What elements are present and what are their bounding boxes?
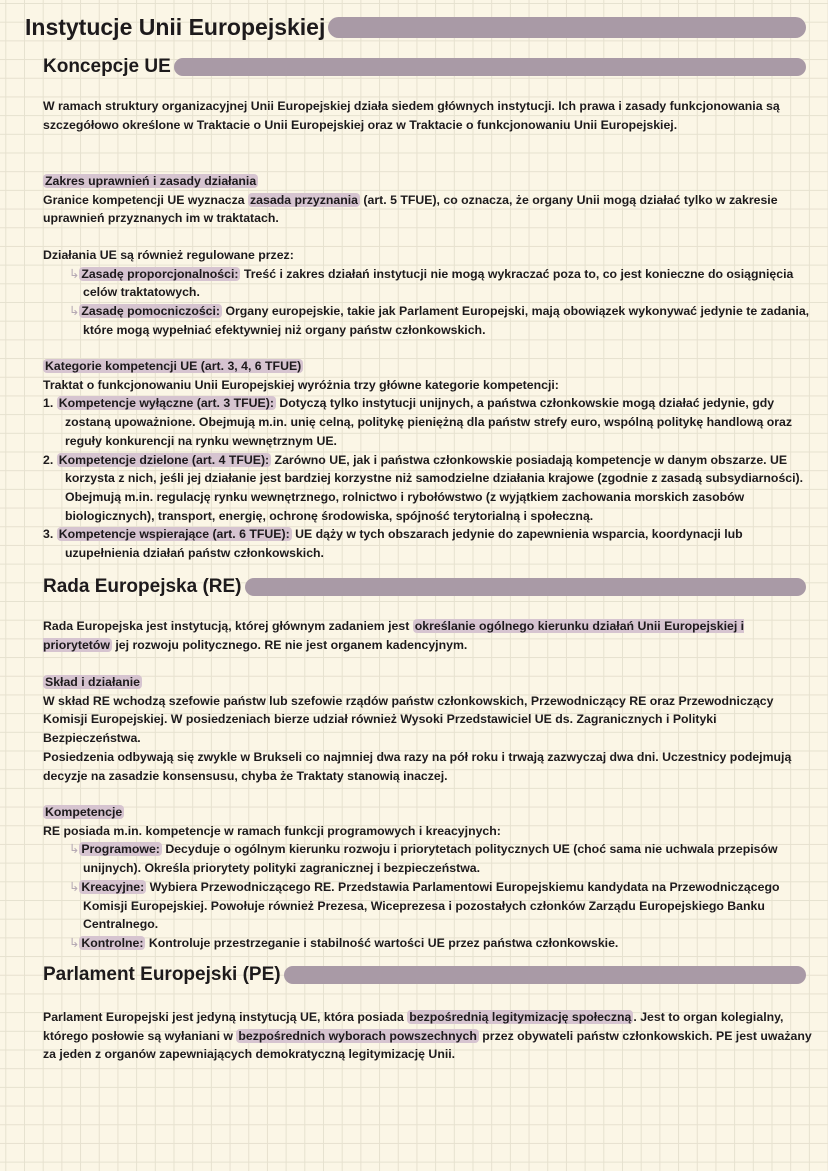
heading-bar — [174, 58, 806, 76]
heading-bar — [245, 578, 807, 596]
text-segment: Działania UE są również regulowane przez: — [43, 248, 294, 262]
text-segment: Posiedzenia odbywają się zwykle w Brukseli co najmniej dwa razy na pół roku i trwają zazwyczaj dwa dni. Uczestnicy podejmują decyzje na zasadzie konsensusu, chyba że Traktaty stanowią inaczej. — [43, 749, 792, 783]
rada-intro — [43, 617, 813, 654]
text-segment: 2. — [43, 452, 57, 467]
page-title-text: Instytucje Unii Europejskiej — [25, 14, 326, 40]
text-segment: W ramach struktury organizacyjnej Unii Europejskiej działa siedem głównych instytucji. Ich prawa i zasady funkcjonowania są szczegółowo określone w Traktacie o Unii Europejskiej oraz w Traktacie o funkcjonowaniu Unii Europejskiej. — [43, 99, 780, 132]
highlighted-term: Kontrolne: — [81, 935, 144, 950]
text-segment: Rada Europejska jest instytucją, której głównym zadaniem jest — [43, 619, 413, 633]
kompetencje-intro — [43, 822, 813, 841]
highlighted-term: Kompetencje dzielone (art. 4 TFUE): — [58, 452, 270, 467]
text-segment: W skład RE wchodzą szefowie państw lub szefowie rządów państw członkowskich, Przewodniczący RE oraz Przewodniczący Komisji Europejskiej. W posiedzeniach bierze udział również Wysoki Przedstawiciel UE ds. Zagranicznych i Polityki Bezpieczeństwa. — [43, 693, 774, 746]
bullet-item — [43, 840, 813, 877]
zakres-block — [43, 172, 813, 228]
parlament-intro — [43, 1008, 813, 1064]
text-segment: przez obywateli państw członkowskich. PE jest uważany za jeden z organów zapewniających demokratyczną legitymizację Unii. — [43, 1028, 812, 1062]
text-segment: Traktat o funkcjonowaniu Unii Europejskiej wyróżnia trzy główne kategorie kompetencji: — [43, 377, 559, 392]
dzialania-text — [43, 246, 813, 265]
highlighted-term: Kreacyjne: — [81, 879, 145, 894]
text-segment: UE dąży w tych obszarach jedynie do zapewnienia wsparcia, koordynacji lub uzupełnienia działań państw członkowskich. — [65, 527, 743, 561]
text-segment: jej rozwoju politycznego. RE nie jest organem kadencyjnym. — [111, 637, 468, 652]
subheading-kategorie: Kategorie kompetencji UE (art. 3, 4, 6 TFUE) — [45, 359, 302, 373]
text-segment: Dotyczą tylko instytucji unijnych, a państwa członkowskie mogą działać jedynie, gdy zostaną upoważnione. Obejmują m.in. unię celną, politykę pieniężną dla państw strefy euro, wspólną politykę handlową oraz reguły konkurencji na rynku wewnętrznym UE. — [65, 396, 793, 448]
highlighted-term: Zasadę proporcjonalności: — [81, 266, 239, 281]
kompetencje-block — [43, 803, 813, 953]
text-segment: Treść i zakres działań instytucji nie mogą wykraczać poza to, co jest konieczne do osiągnięcia celów traktatowych. — [83, 266, 794, 300]
highlighted-term: Zasadę pomocniczości: — [81, 304, 221, 319]
sklad-text — [43, 692, 813, 748]
page-title — [25, 14, 806, 41]
text-segment: . Jest to organ kolegialny, którego posłowie są wyłaniani w — [43, 1010, 784, 1043]
highlighted-term: Kompetencje wyłączne (art. 3 TFUE): — [58, 396, 274, 411]
text-segment: Granice kompetencji UE wyznacza — [43, 192, 249, 207]
section-heading-koncepcje — [43, 56, 806, 78]
arrow-icon: ↳ — [69, 266, 80, 281]
text-segment: (art. 5 TFUE), co oznacza, że organy Unii mogą działać tylko w zakresie uprawnień przyznanych im w traktatach. — [43, 192, 778, 226]
highlighted-term: zasada przyznania — [250, 192, 359, 207]
dzialania-block — [43, 246, 813, 340]
text-segment: RE posiada m.in. kompetencje w ramach funkcji programowych i kreacyjnych: — [43, 823, 501, 838]
text-segment: 3. — [43, 527, 57, 542]
highlighted-term: określanie ogólnego kierunku działań Unii Europejskiej i priorytetów — [43, 619, 745, 652]
sklad-block — [43, 673, 813, 785]
heading-text: Koncepcje UE — [43, 56, 171, 77]
text-segment: 1. — [43, 396, 57, 411]
posiedzenia-text — [43, 748, 813, 785]
dzialania-bullets — [43, 265, 813, 340]
bullet-item — [43, 265, 813, 302]
bullet-item — [43, 302, 813, 339]
text-segment: Wybiera Przewodniczącego RE. Przedstawia Parlamentowi Europejskiemu kandydata na Przewodniczącego Komisji Europejskiej. Powołuje również Prezesa, Wiceprezesa i pozostałych członków Zarządu Europejskiego Banku Centralnego. — [83, 879, 780, 932]
numbered-item — [43, 451, 813, 526]
arrow-icon: ↳ — [69, 304, 80, 319]
title-bar — [328, 17, 806, 38]
text-segment: Parlament Europejski jest jedyną instytucją UE, która posiada — [43, 1010, 408, 1024]
subheading-sklad: Skład i działanie — [45, 675, 140, 689]
kategorie-block — [43, 357, 813, 563]
text-segment: Zarówno UE, jak i państwa członkowskie posiadają kompetencje w danym obszarze. UE korzysta z nich, jeśli jej działanie jest bardziej korzystne niż samodzielne działania krajowe (zgodnie z zasadą subsydiarności). Obejmują m.in. regulację rynku wewnętrznego, rolnictwo i rybołówstwo (z wyjątkiem zachowania morskich zasobów biologicznych), transport, energię, ochronę środowiska, spójność terytorialną i społeczną. — [65, 452, 804, 523]
numbered-item — [43, 525, 813, 562]
text-segment: Decyduje o ogólnym kierunku rozwoju i priorytetach politycznych UE (choć sama nie uchwala przepisów unijnych). Określa priorytety polityki zagranicznej i bezpieczeństwa. — [83, 842, 778, 876]
kategorie-intro — [43, 376, 813, 395]
heading-text: Parlament Europejski (PE) — [43, 964, 281, 985]
numbered-item — [43, 394, 813, 450]
zakres-text — [43, 191, 813, 228]
heading-bar — [284, 966, 806, 984]
arrow-icon: ↳ — [69, 935, 80, 950]
arrow-icon: ↳ — [69, 879, 80, 894]
text-segment: Kontroluje przestrzeganie i stabilność wartości UE przez państwa członkowskie. — [145, 935, 619, 950]
koncepcje-intro — [43, 97, 813, 134]
section-heading-parlament — [43, 964, 806, 986]
highlighted-term: Programowe: — [81, 842, 160, 857]
text-segment: Organy europejskie, takie jak Parlament Europejski, mają obowiązek wykonywać jedynie te zadania, które mogą wypełniać efektywniej niż organy państw członkowskich. — [83, 304, 810, 337]
arrow-icon: ↳ — [69, 842, 80, 857]
section-heading-rada — [43, 576, 806, 598]
bullet-item — [43, 934, 813, 953]
subheading-kompetencje: Kompetencje — [45, 805, 123, 819]
bullet-item — [43, 878, 813, 934]
highlighted-term: bezpośrednią legitymizację społeczną — [409, 1010, 632, 1024]
kategorie-list — [43, 394, 813, 562]
subheading-zakres: Zakres uprawnień i zasady działania — [45, 174, 257, 188]
highlighted-term: Kompetencje wspierające (art. 6 TFUE): — [58, 527, 290, 542]
kompetencje-bullets — [43, 840, 813, 952]
heading-text: Rada Europejska (RE) — [43, 576, 242, 597]
highlighted-term: bezpośrednich wyborach powszechnych — [238, 1028, 477, 1043]
